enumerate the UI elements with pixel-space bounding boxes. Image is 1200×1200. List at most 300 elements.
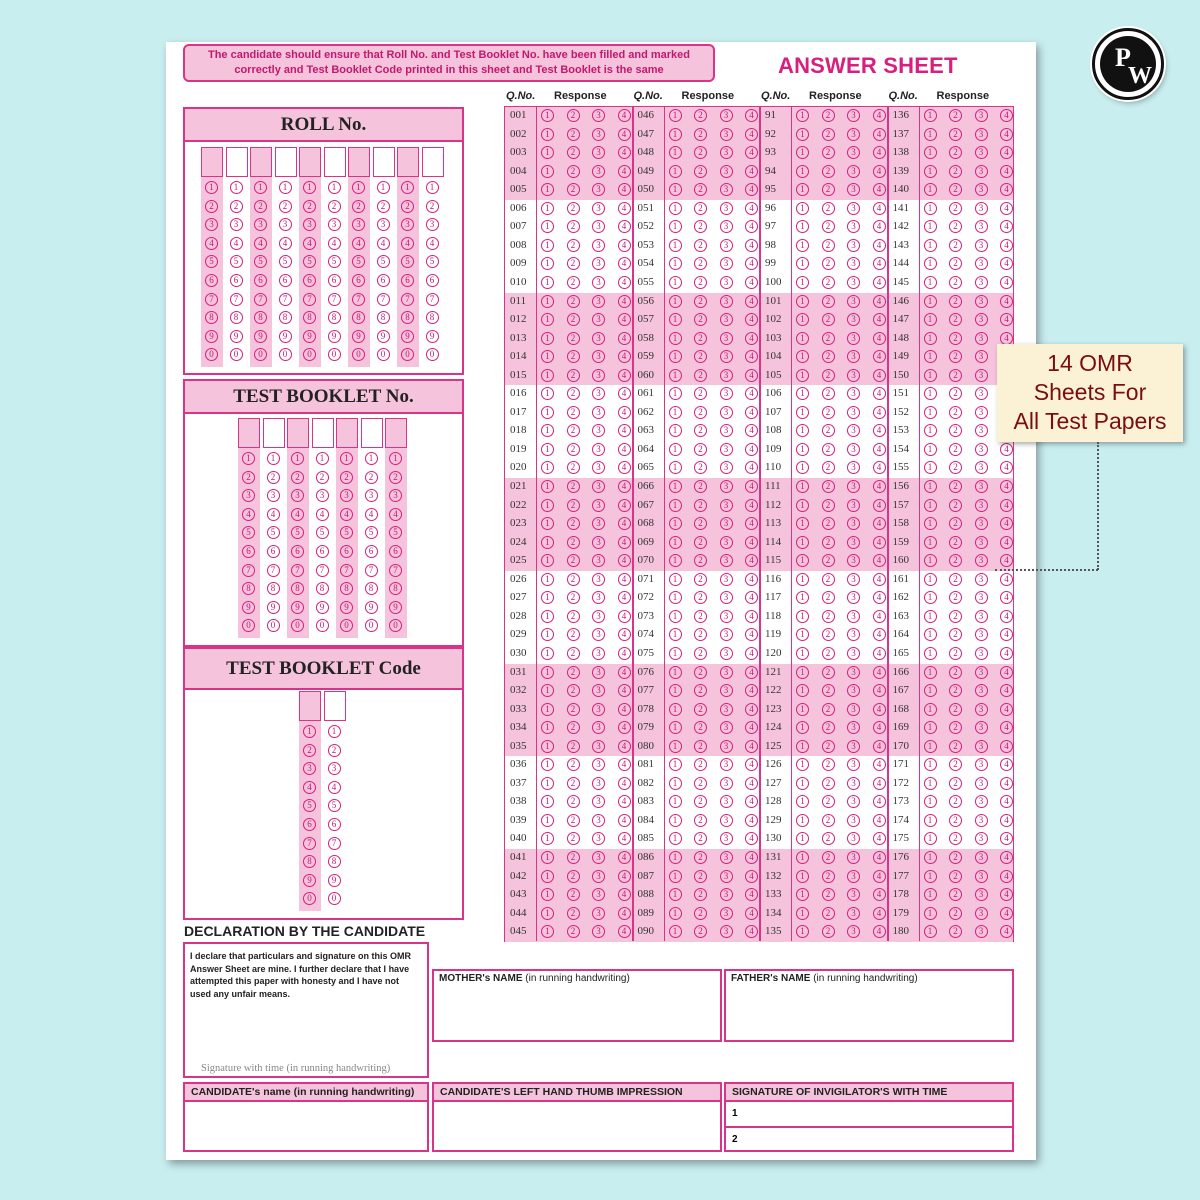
answer-bubble[interactable]: 3	[592, 666, 605, 679]
answer-bubble[interactable]: 4	[745, 832, 758, 845]
answer-bubble[interactable]: 2	[567, 387, 580, 400]
booklet-digit-bubble[interactable]: 1	[291, 452, 304, 465]
answer-bubble[interactable]: 2	[694, 703, 707, 716]
answer-bubble[interactable]: 2	[694, 647, 707, 660]
answer-bubble[interactable]: 2	[949, 443, 962, 456]
answer-bubble[interactable]: 4	[873, 870, 886, 883]
answer-bubble[interactable]: 1	[669, 276, 682, 289]
answer-bubble[interactable]: 1	[796, 313, 809, 326]
answer-bubble[interactable]: 3	[847, 591, 860, 604]
answer-bubble[interactable]: 2	[949, 202, 962, 215]
answer-bubble[interactable]: 3	[592, 814, 605, 827]
answer-bubble[interactable]: 4	[873, 461, 886, 474]
booklet-digit-bubble[interactable]: 8	[389, 582, 402, 595]
answer-bubble[interactable]: 4	[873, 703, 886, 716]
answer-bubble[interactable]: 1	[924, 369, 937, 382]
answer-bubble[interactable]: 2	[567, 461, 580, 474]
answer-bubble[interactable]: 1	[669, 795, 682, 808]
answer-bubble[interactable]: 3	[720, 461, 733, 474]
answer-bubble[interactable]: 1	[796, 239, 809, 252]
answer-bubble[interactable]: 3	[592, 165, 605, 178]
answer-bubble[interactable]: 1	[924, 257, 937, 270]
answer-bubble[interactable]: 2	[567, 832, 580, 845]
roll-digit-bubble[interactable]: 3	[279, 218, 292, 231]
answer-bubble[interactable]: 1	[541, 703, 554, 716]
answer-bubble[interactable]: 1	[541, 332, 554, 345]
answer-bubble[interactable]: 2	[694, 795, 707, 808]
answer-bubble[interactable]: 2	[694, 443, 707, 456]
answer-bubble[interactable]: 2	[567, 554, 580, 567]
answer-bubble[interactable]: 2	[822, 406, 835, 419]
booklet-digit-bubble[interactable]: 2	[242, 471, 255, 484]
answer-bubble[interactable]: 3	[975, 851, 988, 864]
roll-digit-bubble[interactable]: 5	[377, 255, 390, 268]
answer-bubble[interactable]: 4	[1000, 684, 1013, 697]
answer-bubble[interactable]: 2	[694, 128, 707, 141]
answer-bubble[interactable]: 2	[822, 573, 835, 586]
roll-digit-bubble[interactable]: 1	[205, 181, 218, 194]
roll-digit-bubble[interactable]: 2	[254, 200, 267, 213]
answer-bubble[interactable]: 1	[796, 628, 809, 641]
booklet-digit-bubble[interactable]: 4	[242, 508, 255, 521]
roll-digit-bubble[interactable]: 2	[401, 200, 414, 213]
answer-bubble[interactable]: 4	[873, 907, 886, 920]
answer-bubble[interactable]: 1	[796, 647, 809, 660]
answer-bubble[interactable]: 1	[669, 461, 682, 474]
answer-bubble[interactable]: 1	[924, 424, 937, 437]
answer-bubble[interactable]: 4	[745, 443, 758, 456]
answer-bubble[interactable]: 2	[822, 332, 835, 345]
answer-bubble[interactable]: 2	[822, 443, 835, 456]
answer-bubble[interactable]: 2	[822, 851, 835, 864]
answer-bubble[interactable]: 1	[796, 703, 809, 716]
booklet-digit-bubble[interactable]: 0	[242, 619, 255, 632]
answer-bubble[interactable]: 1	[541, 220, 554, 233]
answer-bubble[interactable]: 1	[541, 109, 554, 122]
answer-bubble[interactable]: 4	[618, 591, 631, 604]
booklet-digit-bubble[interactable]: 9	[291, 601, 304, 614]
answer-bubble[interactable]: 4	[1000, 443, 1013, 456]
roll-digit-bubble[interactable]: 9	[254, 330, 267, 343]
answer-bubble[interactable]: 3	[847, 851, 860, 864]
code-digit-bubble[interactable]: 6	[303, 818, 316, 831]
answer-bubble[interactable]: 3	[847, 666, 860, 679]
answer-bubble[interactable]: 2	[822, 239, 835, 252]
answer-bubble[interactable]: 4	[1000, 814, 1013, 827]
booklet-digit-bubble[interactable]: 6	[242, 545, 255, 558]
answer-bubble[interactable]: 1	[669, 202, 682, 215]
answer-bubble[interactable]: 4	[745, 684, 758, 697]
booklet-digit-bubble[interactable]: 3	[389, 489, 402, 502]
answer-bubble[interactable]: 3	[592, 239, 605, 252]
answer-bubble[interactable]: 2	[694, 851, 707, 864]
answer-bubble[interactable]: 2	[567, 666, 580, 679]
answer-bubble[interactable]: 4	[1000, 573, 1013, 586]
roll-digit-bubble[interactable]: 5	[254, 255, 267, 268]
roll-digit-bubble[interactable]: 2	[303, 200, 316, 213]
answer-bubble[interactable]: 2	[694, 499, 707, 512]
answer-bubble[interactable]: 3	[720, 591, 733, 604]
answer-bubble[interactable]: 4	[873, 721, 886, 734]
answer-bubble[interactable]: 3	[720, 350, 733, 363]
answer-bubble[interactable]: 4	[745, 851, 758, 864]
answer-bubble[interactable]: 4	[873, 740, 886, 753]
code-digit-bubble[interactable]: 3	[303, 762, 316, 775]
answer-bubble[interactable]: 1	[924, 202, 937, 215]
answer-bubble[interactable]: 1	[541, 165, 554, 178]
booklet-digit-bubble[interactable]: 4	[365, 508, 378, 521]
answer-bubble[interactable]: 1	[669, 332, 682, 345]
answer-bubble[interactable]: 1	[924, 703, 937, 716]
answer-bubble[interactable]: 3	[720, 870, 733, 883]
booklet-digit-bubble[interactable]: 9	[389, 601, 402, 614]
answer-bubble[interactable]: 1	[924, 499, 937, 512]
answer-bubble[interactable]: 2	[694, 591, 707, 604]
answer-bubble[interactable]: 2	[822, 758, 835, 771]
answer-bubble[interactable]: 1	[541, 684, 554, 697]
answer-bubble[interactable]: 1	[541, 517, 554, 530]
roll-digit-bubble[interactable]: 1	[303, 181, 316, 194]
answer-bubble[interactable]: 2	[949, 628, 962, 641]
roll-digit-bubble[interactable]: 7	[303, 293, 316, 306]
booklet-digit-bubble[interactable]: 2	[316, 471, 329, 484]
answer-bubble[interactable]: 4	[618, 480, 631, 493]
code-digit-bubble[interactable]: 7	[328, 837, 341, 850]
booklet-digit-bubble[interactable]: 8	[267, 582, 280, 595]
answer-bubble[interactable]: 1	[796, 907, 809, 920]
answer-bubble[interactable]: 3	[975, 480, 988, 493]
booklet-digit-bubble[interactable]: 9	[365, 601, 378, 614]
answer-bubble[interactable]: 2	[567, 907, 580, 920]
answer-bubble[interactable]: 3	[720, 703, 733, 716]
booklet-digit-bubble[interactable]: 5	[316, 526, 329, 539]
answer-bubble[interactable]: 2	[694, 313, 707, 326]
answer-bubble[interactable]: 2	[822, 832, 835, 845]
answer-bubble[interactable]: 1	[796, 499, 809, 512]
roll-digit-bubble[interactable]: 9	[352, 330, 365, 343]
answer-bubble[interactable]: 4	[618, 795, 631, 808]
answer-bubble[interactable]: 3	[720, 109, 733, 122]
answer-bubble[interactable]: 4	[1000, 461, 1013, 474]
answer-bubble[interactable]: 1	[924, 276, 937, 289]
answer-bubble[interactable]: 3	[975, 461, 988, 474]
answer-bubble[interactable]: 2	[567, 703, 580, 716]
answer-bubble[interactable]: 1	[541, 740, 554, 753]
booklet-digit-bubble[interactable]: 9	[267, 601, 280, 614]
answer-bubble[interactable]: 1	[796, 461, 809, 474]
answer-bubble[interactable]: 2	[567, 610, 580, 623]
answer-bubble[interactable]: 1	[924, 666, 937, 679]
answer-bubble[interactable]: 1	[924, 684, 937, 697]
answer-bubble[interactable]: 4	[618, 870, 631, 883]
booklet-digit-bubble[interactable]: 1	[242, 452, 255, 465]
answer-bubble[interactable]: 2	[567, 758, 580, 771]
answer-bubble[interactable]: 2	[694, 610, 707, 623]
answer-bubble[interactable]: 1	[796, 536, 809, 549]
answer-bubble[interactable]: 1	[541, 461, 554, 474]
answer-bubble[interactable]: 3	[975, 313, 988, 326]
code-digit-bubble[interactable]: 6	[328, 818, 341, 831]
roll-digit-bubble[interactable]: 8	[401, 311, 414, 324]
answer-bubble[interactable]: 2	[822, 814, 835, 827]
booklet-digit-bubble[interactable]: 2	[291, 471, 304, 484]
roll-digit-bubble[interactable]: 6	[401, 274, 414, 287]
answer-bubble[interactable]: 2	[822, 461, 835, 474]
answer-bubble[interactable]: 3	[847, 313, 860, 326]
answer-bubble[interactable]: 3	[975, 703, 988, 716]
answer-bubble[interactable]: 4	[873, 202, 886, 215]
answer-bubble[interactable]: 1	[924, 777, 937, 790]
answer-bubble[interactable]: 3	[720, 443, 733, 456]
answer-bubble[interactable]: 1	[924, 332, 937, 345]
answer-bubble[interactable]: 3	[975, 257, 988, 270]
answer-bubble[interactable]: 3	[720, 740, 733, 753]
answer-bubble[interactable]: 1	[924, 387, 937, 400]
answer-bubble[interactable]: 1	[796, 888, 809, 901]
answer-bubble[interactable]: 2	[822, 387, 835, 400]
booklet-digit-bubble[interactable]: 0	[365, 619, 378, 632]
roll-digit-bubble[interactable]: 4	[377, 237, 390, 250]
answer-bubble[interactable]: 2	[949, 499, 962, 512]
roll-digit-bubble[interactable]: 2	[230, 200, 243, 213]
answer-bubble[interactable]: 1	[669, 721, 682, 734]
answer-bubble[interactable]: 3	[720, 406, 733, 419]
booklet-digit-bubble[interactable]: 2	[340, 471, 353, 484]
answer-bubble[interactable]: 4	[618, 907, 631, 920]
answer-bubble[interactable]: 4	[1000, 313, 1013, 326]
answer-bubble[interactable]: 2	[949, 554, 962, 567]
roll-digit-bubble[interactable]: 3	[352, 218, 365, 231]
roll-digit-bubble[interactable]: 7	[230, 293, 243, 306]
answer-bubble[interactable]: 3	[975, 146, 988, 159]
thumb-impression-field[interactable]	[432, 1082, 722, 1152]
answer-bubble[interactable]: 2	[822, 183, 835, 196]
answer-bubble[interactable]: 2	[694, 721, 707, 734]
answer-bubble[interactable]: 3	[592, 795, 605, 808]
answer-bubble[interactable]: 1	[796, 128, 809, 141]
answer-bubble[interactable]: 3	[720, 721, 733, 734]
answer-bubble[interactable]: 2	[822, 925, 835, 938]
answer-bubble[interactable]: 1	[924, 406, 937, 419]
answer-bubble[interactable]: 3	[847, 925, 860, 938]
roll-digit-bubble[interactable]: 0	[303, 348, 316, 361]
answer-bubble[interactable]: 3	[592, 443, 605, 456]
answer-bubble[interactable]: 3	[847, 276, 860, 289]
answer-bubble[interactable]: 2	[567, 870, 580, 883]
booklet-entry-box[interactable]	[361, 418, 383, 448]
answer-bubble[interactable]: 1	[796, 795, 809, 808]
answer-bubble[interactable]: 1	[669, 183, 682, 196]
answer-bubble[interactable]: 2	[822, 295, 835, 308]
answer-bubble[interactable]: 1	[541, 573, 554, 586]
answer-bubble[interactable]: 3	[592, 406, 605, 419]
answer-bubble[interactable]: 4	[618, 740, 631, 753]
roll-digit-bubble[interactable]: 0	[230, 348, 243, 361]
answer-bubble[interactable]: 1	[924, 870, 937, 883]
answer-bubble[interactable]: 3	[720, 480, 733, 493]
code-digit-bubble[interactable]: 0	[328, 892, 341, 905]
answer-bubble[interactable]: 1	[669, 925, 682, 938]
answer-bubble[interactable]: 1	[796, 814, 809, 827]
answer-bubble[interactable]: 2	[949, 387, 962, 400]
answer-bubble[interactable]: 2	[949, 684, 962, 697]
roll-digit-bubble[interactable]: 4	[205, 237, 218, 250]
booklet-entry-box[interactable]	[312, 418, 334, 448]
answer-bubble[interactable]: 1	[669, 480, 682, 493]
code-digit-bubble[interactable]: 2	[328, 744, 341, 757]
answer-bubble[interactable]: 1	[541, 183, 554, 196]
roll-digit-bubble[interactable]: 7	[426, 293, 439, 306]
answer-bubble[interactable]: 2	[567, 202, 580, 215]
answer-bubble[interactable]: 1	[541, 276, 554, 289]
answer-bubble[interactable]: 4	[745, 610, 758, 623]
answer-bubble[interactable]: 4	[873, 554, 886, 567]
roll-digit-bubble[interactable]: 4	[352, 237, 365, 250]
answer-bubble[interactable]: 1	[924, 814, 937, 827]
answer-bubble[interactable]: 3	[975, 628, 988, 641]
answer-bubble[interactable]: 4	[1000, 832, 1013, 845]
answer-bubble[interactable]: 1	[669, 499, 682, 512]
answer-bubble[interactable]: 2	[694, 220, 707, 233]
booklet-digit-bubble[interactable]: 8	[365, 582, 378, 595]
answer-bubble[interactable]: 3	[847, 758, 860, 771]
answer-bubble[interactable]: 3	[975, 814, 988, 827]
answer-bubble[interactable]: 3	[592, 851, 605, 864]
answer-bubble[interactable]: 2	[694, 239, 707, 252]
answer-bubble[interactable]: 1	[796, 183, 809, 196]
answer-bubble[interactable]: 3	[847, 870, 860, 883]
booklet-digit-bubble[interactable]: 3	[291, 489, 304, 502]
roll-digit-bubble[interactable]: 6	[230, 274, 243, 287]
answer-bubble[interactable]: 1	[541, 128, 554, 141]
answer-bubble[interactable]: 4	[745, 907, 758, 920]
answer-bubble[interactable]: 2	[949, 239, 962, 252]
roll-digit-bubble[interactable]: 7	[401, 293, 414, 306]
roll-digit-bubble[interactable]: 9	[205, 330, 218, 343]
booklet-digit-bubble[interactable]: 7	[242, 564, 255, 577]
answer-bubble[interactable]: 4	[873, 499, 886, 512]
answer-bubble[interactable]: 3	[847, 647, 860, 660]
booklet-digit-bubble[interactable]: 3	[316, 489, 329, 502]
answer-bubble[interactable]: 2	[694, 350, 707, 363]
answer-bubble[interactable]: 3	[592, 202, 605, 215]
answer-bubble[interactable]: 1	[924, 350, 937, 363]
answer-bubble[interactable]: 2	[949, 165, 962, 178]
answer-bubble[interactable]: 2	[949, 517, 962, 530]
code-digit-bubble[interactable]: 8	[303, 855, 316, 868]
answer-bubble[interactable]: 3	[720, 295, 733, 308]
roll-entry-box[interactable]	[201, 147, 223, 177]
answer-bubble[interactable]: 4	[745, 536, 758, 549]
answer-bubble[interactable]: 2	[567, 684, 580, 697]
answer-bubble[interactable]: 4	[1000, 239, 1013, 252]
answer-bubble[interactable]: 1	[669, 888, 682, 901]
answer-bubble[interactable]: 1	[924, 183, 937, 196]
answer-bubble[interactable]: 1	[669, 350, 682, 363]
answer-bubble[interactable]: 3	[592, 387, 605, 400]
answer-bubble[interactable]: 2	[694, 183, 707, 196]
answer-bubble[interactable]: 2	[822, 220, 835, 233]
answer-bubble[interactable]: 1	[796, 257, 809, 270]
answer-bubble[interactable]: 3	[720, 536, 733, 549]
answer-bubble[interactable]: 1	[541, 499, 554, 512]
booklet-digit-bubble[interactable]: 1	[267, 452, 280, 465]
answer-bubble[interactable]: 4	[618, 758, 631, 771]
code-digit-bubble[interactable]: 4	[303, 781, 316, 794]
answer-bubble[interactable]: 2	[567, 851, 580, 864]
answer-bubble[interactable]: 3	[975, 740, 988, 753]
answer-bubble[interactable]: 1	[796, 109, 809, 122]
answer-bubble[interactable]: 1	[796, 276, 809, 289]
booklet-digit-bubble[interactable]: 2	[389, 471, 402, 484]
answer-bubble[interactable]: 2	[949, 758, 962, 771]
answer-bubble[interactable]: 2	[694, 832, 707, 845]
answer-bubble[interactable]: 1	[796, 165, 809, 178]
roll-digit-bubble[interactable]: 6	[328, 274, 341, 287]
answer-bubble[interactable]: 1	[541, 814, 554, 827]
answer-bubble[interactable]: 2	[949, 814, 962, 827]
answer-bubble[interactable]: 2	[694, 573, 707, 586]
answer-bubble[interactable]: 3	[592, 517, 605, 530]
roll-digit-bubble[interactable]: 2	[426, 200, 439, 213]
answer-bubble[interactable]: 4	[873, 424, 886, 437]
roll-digit-bubble[interactable]: 1	[426, 181, 439, 194]
code-digit-bubble[interactable]: 9	[328, 874, 341, 887]
answer-bubble[interactable]: 4	[873, 295, 886, 308]
answer-bubble[interactable]: 3	[592, 257, 605, 270]
roll-digit-bubble[interactable]: 0	[328, 348, 341, 361]
answer-bubble[interactable]: 4	[745, 740, 758, 753]
answer-bubble[interactable]: 1	[541, 146, 554, 159]
answer-bubble[interactable]: 2	[949, 703, 962, 716]
roll-digit-bubble[interactable]: 3	[303, 218, 316, 231]
roll-digit-bubble[interactable]: 9	[328, 330, 341, 343]
answer-bubble[interactable]: 3	[975, 424, 988, 437]
booklet-digit-bubble[interactable]: 4	[291, 508, 304, 521]
invigilator-signature-field[interactable]	[724, 1082, 1014, 1152]
answer-bubble[interactable]: 2	[567, 721, 580, 734]
roll-digit-bubble[interactable]: 4	[254, 237, 267, 250]
answer-bubble[interactable]: 4	[618, 536, 631, 549]
answer-bubble[interactable]: 3	[847, 814, 860, 827]
answer-bubble[interactable]: 3	[720, 554, 733, 567]
answer-bubble[interactable]: 2	[949, 647, 962, 660]
answer-bubble[interactable]: 4	[1000, 517, 1013, 530]
answer-bubble[interactable]: 1	[796, 721, 809, 734]
answer-bubble[interactable]: 3	[592, 332, 605, 345]
answer-bubble[interactable]: 3	[975, 832, 988, 845]
answer-bubble[interactable]: 3	[720, 183, 733, 196]
answer-bubble[interactable]: 4	[618, 220, 631, 233]
answer-bubble[interactable]: 3	[975, 554, 988, 567]
roll-digit-bubble[interactable]: 0	[279, 348, 292, 361]
answer-bubble[interactable]: 2	[567, 257, 580, 270]
answer-bubble[interactable]: 2	[822, 795, 835, 808]
answer-bubble[interactable]: 3	[975, 332, 988, 345]
answer-bubble[interactable]: 2	[822, 777, 835, 790]
roll-digit-bubble[interactable]: 1	[401, 181, 414, 194]
answer-bubble[interactable]: 1	[796, 554, 809, 567]
answer-bubble[interactable]: 4	[873, 276, 886, 289]
answer-bubble[interactable]: 3	[592, 313, 605, 326]
answer-bubble[interactable]: 3	[975, 610, 988, 623]
answer-bubble[interactable]: 2	[567, 573, 580, 586]
answer-bubble[interactable]: 2	[694, 461, 707, 474]
answer-bubble[interactable]: 1	[669, 146, 682, 159]
answer-bubble[interactable]: 4	[873, 350, 886, 363]
answer-bubble[interactable]: 3	[720, 387, 733, 400]
answer-bubble[interactable]: 1	[669, 870, 682, 883]
